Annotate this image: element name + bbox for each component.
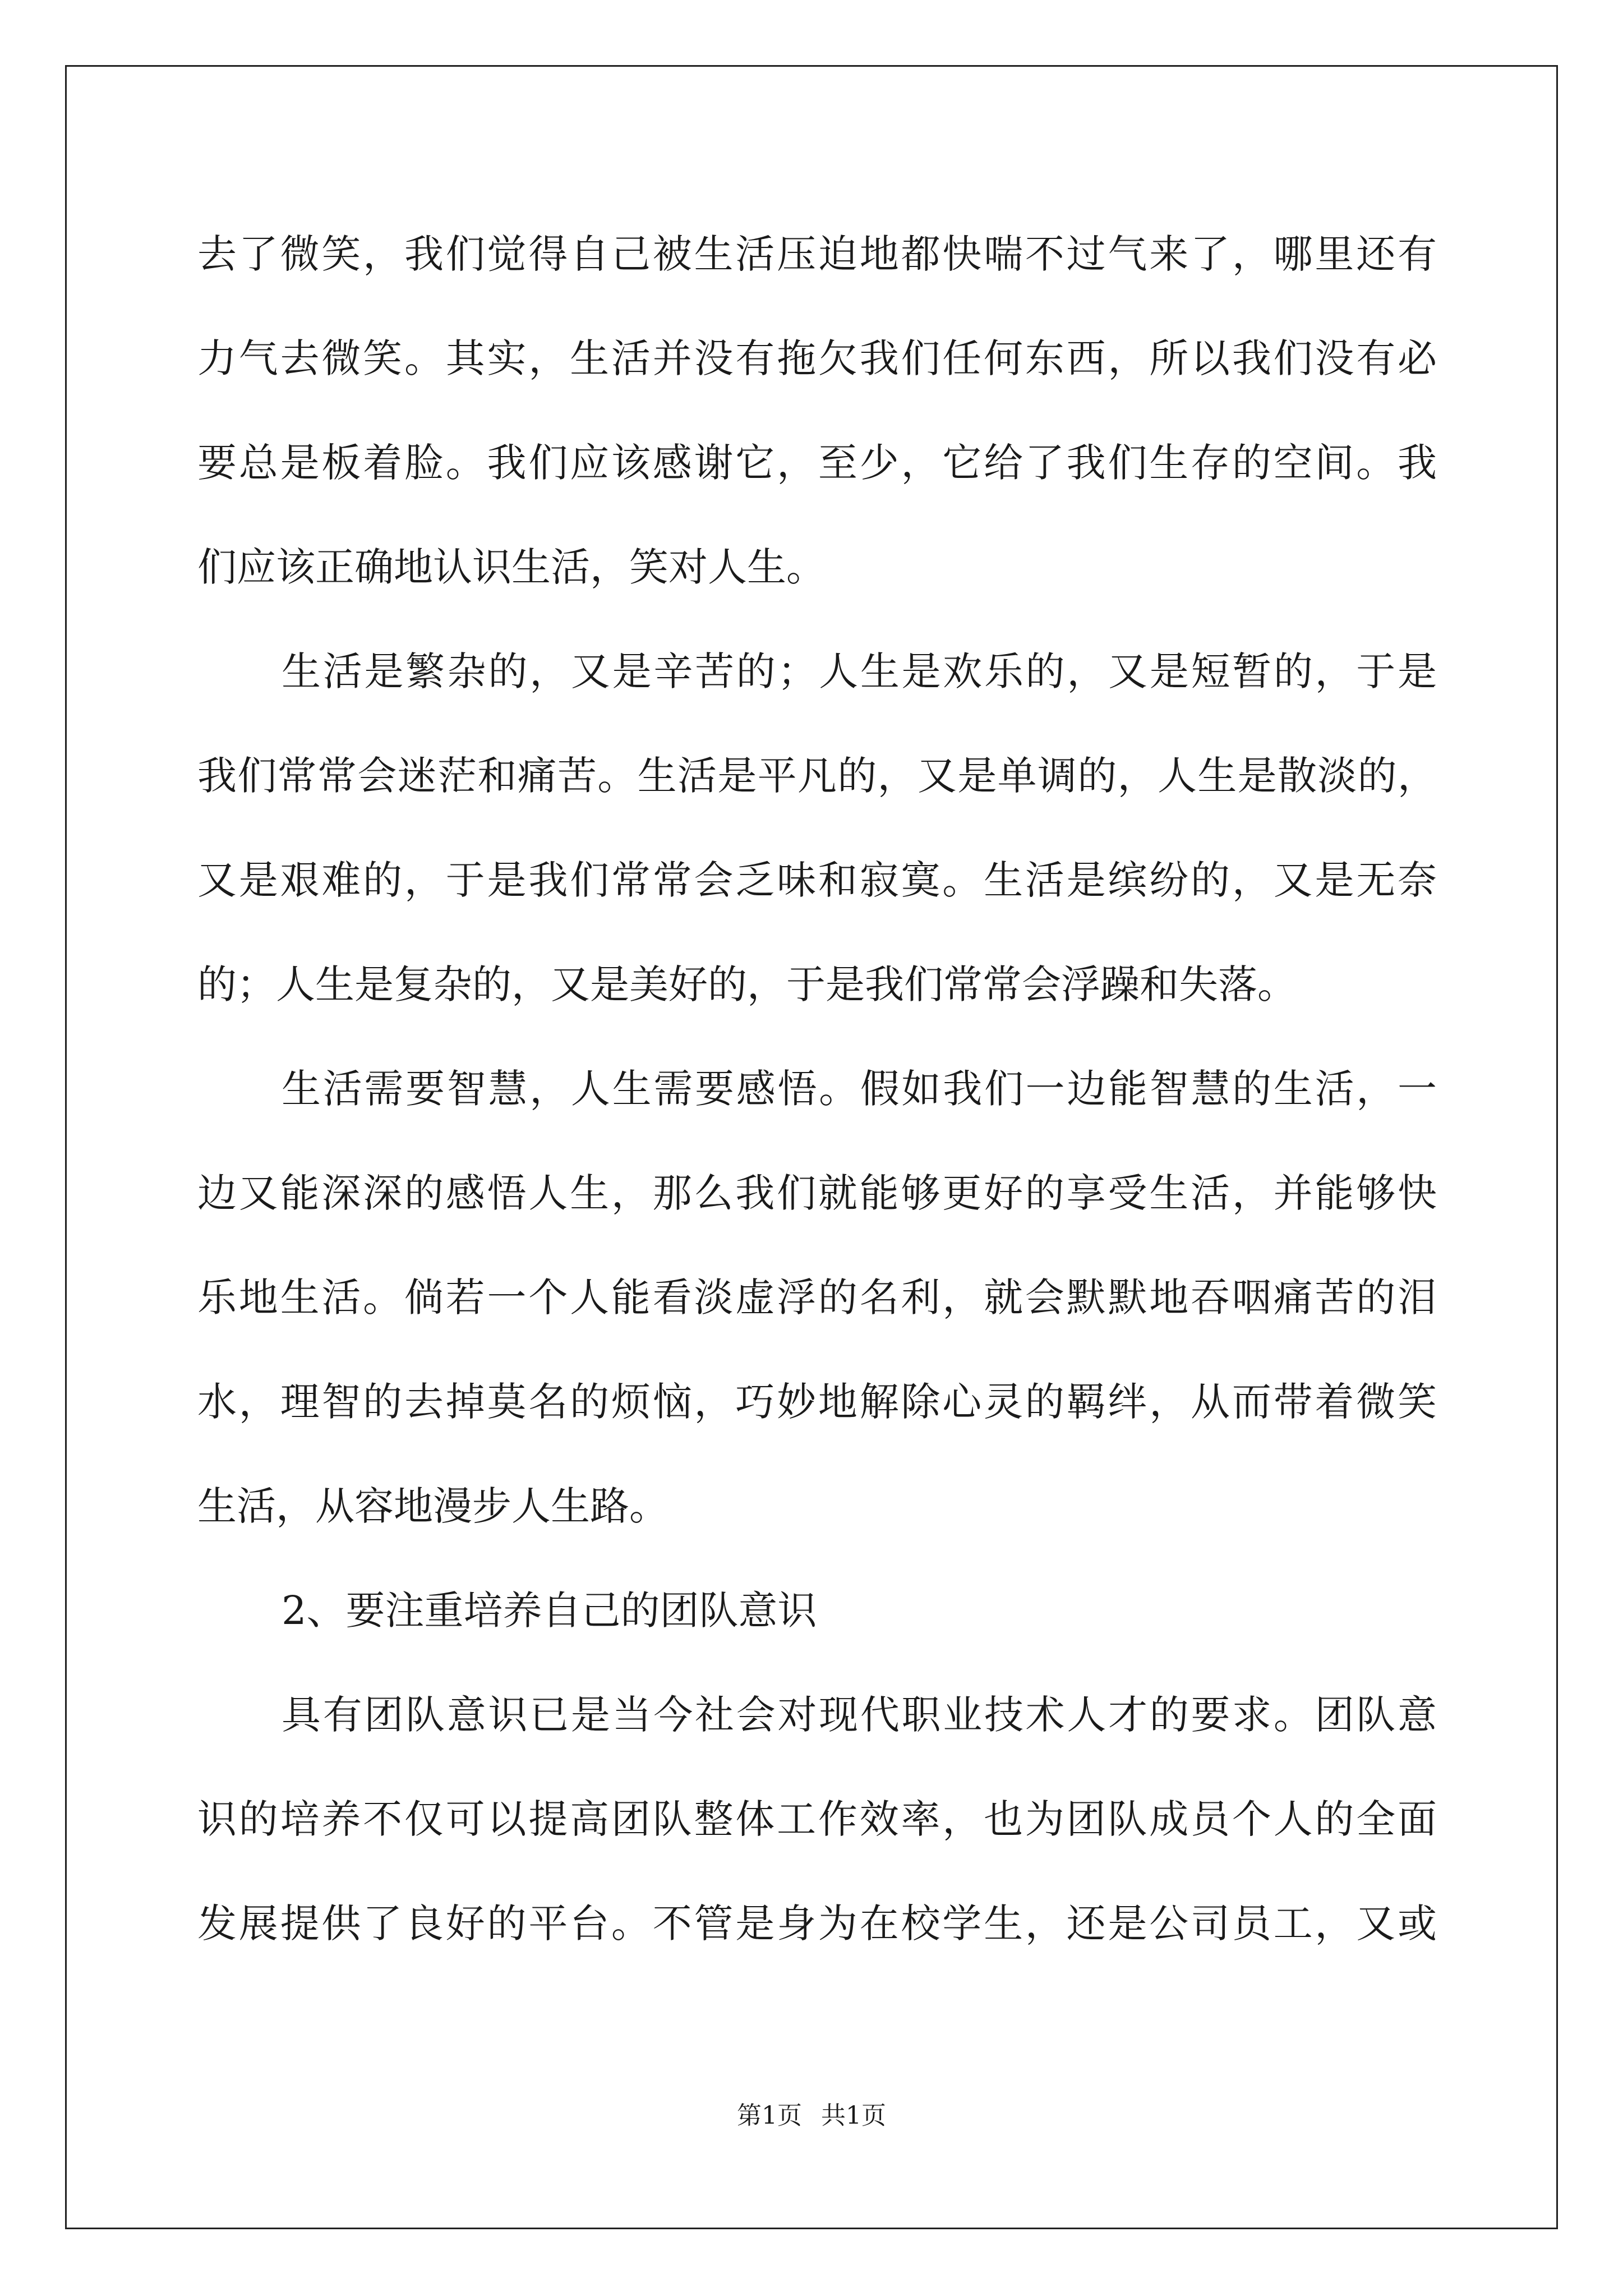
paragraph-first-line: 具有团队意识已是当今社会对现代职业技术人才的要求。团队意 — [282, 1692, 1437, 1738]
text-line: 去了微笑，我们觉得自己被生活压迫地都快喘不过气来了，哪里还有 — [197, 231, 1437, 277]
text-line: 的；人生是复杂的，又是美好的，于是我们常常会浮躁和失落。 — [197, 961, 1297, 1007]
text-line: 又是艰难的，于是我们常常会乏味和寂寞。生活是缤纷的，又是无奈 — [197, 857, 1437, 903]
text-line: 边又能深深的感悟人生，那么我们就能够更好的享受生活，并能够快 — [197, 1170, 1437, 1216]
text-line: 力气去微笑。其实，生活并没有拖欠我们任何东西，所以我们没有必 — [197, 335, 1437, 381]
paragraph-first-line: 生活是繁杂的，又是辛苦的；人生是欢乐的，又是短暂的，于是 — [282, 648, 1437, 694]
text-line: 们应该正确地认识生活，笑对人生。 — [197, 544, 826, 590]
text-line: 生活，从容地漫步人生路。 — [197, 1483, 668, 1529]
paragraph-first-line: 生活需要智慧，人生需要感悟。假如我们一边能智慧的生活，一 — [282, 1066, 1437, 1112]
text-line: 乐地生活。倘若一个人能看淡虚浮的名利，就会默默地吞咽痛苦的泪 — [197, 1274, 1437, 1320]
text-line: 我们常常会迷茫和痛苦。生活是平凡的，又是单调的，人生是散淡的， — [197, 753, 1437, 799]
text-line: 发展提供了良好的平台。不管是身为在校学生，还是公司员工，又或 — [197, 1901, 1437, 1947]
page-count: 共1页 — [821, 2101, 886, 2130]
section-heading: 2、要注重培养自己的团队意识 — [282, 1588, 817, 1634]
page-number: 第1页 — [737, 2101, 802, 2130]
text-line: 要总是板着脸。我们应该感谢它，至少，它给了我们生存的空间。我 — [197, 440, 1437, 486]
page-footer — [0, 2095, 1623, 2131]
text-line: 识的培养不仅可以提高团队整体工作效率，也为团队成员个人的全面 — [197, 1796, 1437, 1842]
text-line: 水，理智的去掉莫名的烦恼，巧妙地解除心灵的羁绊，从而带着微笑 — [197, 1379, 1437, 1425]
